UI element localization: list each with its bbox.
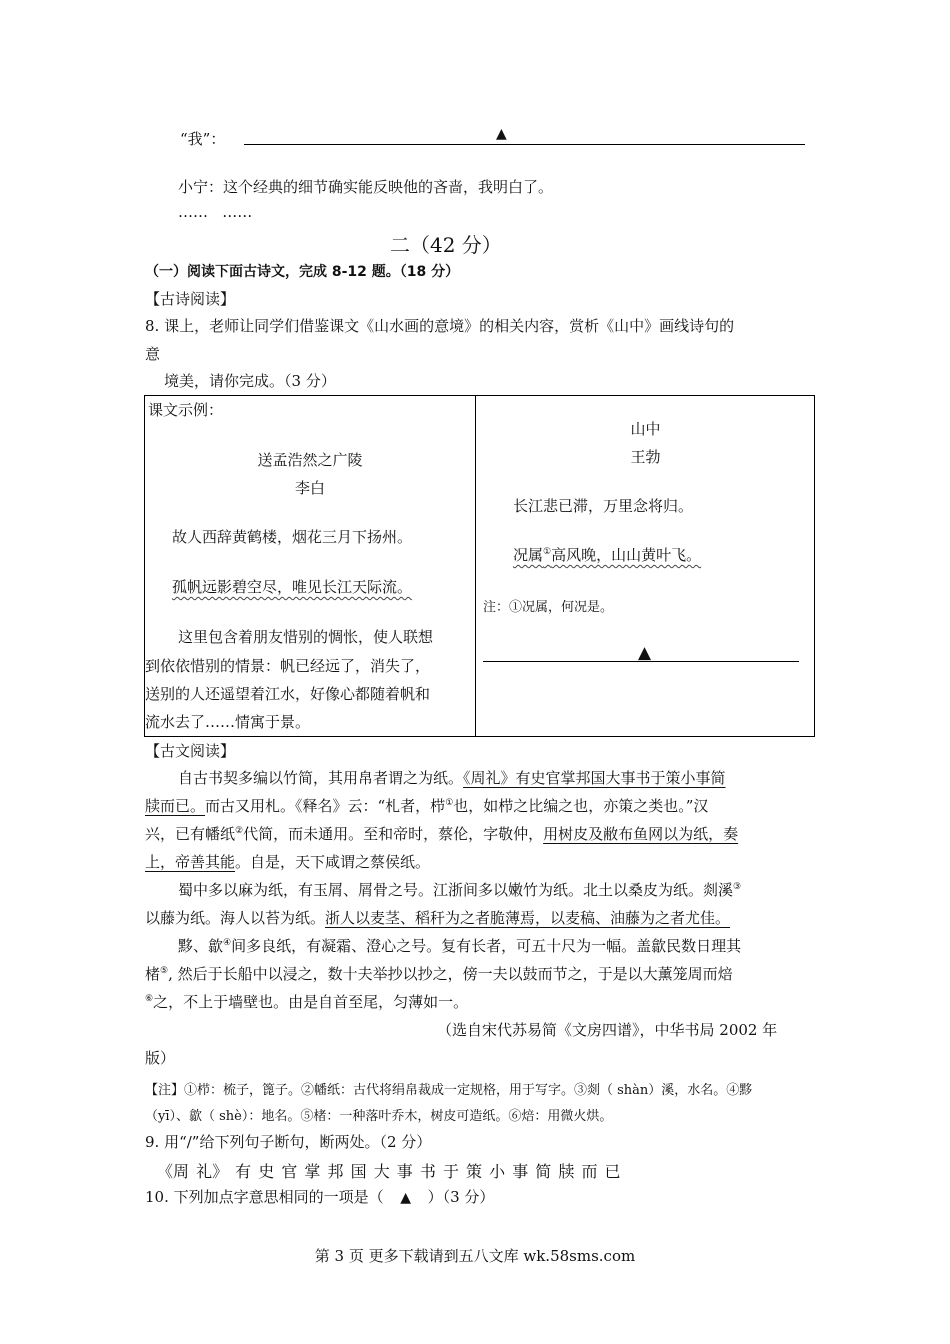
- triangle-icon: ▲: [400, 1190, 412, 1206]
- q9-text: 9. 用“/”给下列句子断句，断两处。（2 分）: [145, 1133, 432, 1151]
- notes-line1: 【注】①栉：梳子，篦子。②幡纸：古代将绢帛裁成一定规格，用于写字。③剡（ shàn）溪，水名。④黟: [145, 1083, 753, 1098]
- text-span: 以藤为纸。海人以苔为纸。: [145, 909, 326, 927]
- notes-line2: （yī）、歙（ shè）：地名。⑤楮：一种落叶乔木，树皮可造纸。⑥焙：用微火烘。: [145, 1109, 613, 1124]
- right-line2-a: 况属: [513, 546, 544, 564]
- text-span: 之，不上于墙壁也。由是自首至尾，匀薄如一。: [153, 993, 469, 1011]
- q9-sentence: 《周 礼》 有 史 官 掌 邦 国 大 事 书 于 策 小 事 简 牍 而 已: [157, 1162, 621, 1181]
- q10-text-b: ）（3 分）: [427, 1188, 495, 1206]
- note-marker-1: ①: [543, 547, 552, 557]
- text-span: 间多良纸，有凝霜、澄心之号。复有长者，可五十尺为一幅。盖歙民数日理其: [231, 937, 742, 955]
- right-poem-line1: 长江悲已滞，万里念将归。: [513, 497, 694, 515]
- text-span: 。自是，天下咸谓之蔡侯纸。: [235, 853, 431, 871]
- text-span: 蜀中多以麻为纸，有玉屑、屑骨之号。江浙间多以嫩竹为纸。北土以桑皮为纸。剡溪: [178, 881, 734, 899]
- right-note: 注：①况属，何况是。: [483, 600, 614, 615]
- underlined-sentence: 用树皮及敝布鱼网以为纸，奏: [543, 825, 739, 843]
- left-analysis-1: 这里包含着朋友惜别的惆怅，使人联想: [178, 628, 434, 646]
- underlined-sentence: 牍而已。: [145, 797, 206, 815]
- answer-line: [244, 144, 805, 145]
- prose-p1-line1: [178, 767, 726, 788]
- right-poem-author: 王勃: [630, 448, 661, 466]
- prose-p3-line2: [145, 963, 733, 984]
- prose-p3-line1: [178, 935, 741, 956]
- part1-heading: （一）阅读下面古诗文，完成 8-12 题。（18 分）: [145, 264, 460, 280]
- example-label: 课文示例：: [148, 401, 224, 419]
- triangle-icon: ▲: [638, 643, 652, 663]
- underlined-sentence: 《周礼》有史官掌邦国大事书于策小事简: [463, 769, 726, 787]
- left-poem-title: 送孟浩然之广陵: [257, 451, 363, 469]
- q10-line: [145, 1186, 494, 1207]
- source-line1: （选自宋代苏易简《文房四谱》，中华书局 2002 年: [437, 1021, 778, 1039]
- text-span: , 然后于长船中以浸之，数十夫举抄以抄之，傍一夫以鼓而节之，于是以大薰笼周而焙: [168, 965, 733, 983]
- q8-line1: 8. 课上，老师让同学们借鉴课文《山水画的意境》的相关内容，赏析《山中》画线诗句的: [145, 317, 735, 335]
- note-marker: ③: [733, 882, 742, 892]
- text-span: 兴，已有幡纸: [145, 825, 236, 843]
- prose-p1-line3: [145, 823, 738, 844]
- poem-reading-label: 【古诗阅读】: [145, 290, 236, 308]
- xiaoning-line: 小宁：这个经典的细节确实能反映他的吝啬，我明白了。: [178, 178, 554, 196]
- note-marker: ⑤: [160, 966, 169, 976]
- note-marker: ②: [235, 826, 244, 836]
- triangle-icon: ▲: [496, 126, 507, 142]
- right-poem-title: 山中: [630, 420, 661, 438]
- page-footer: 第 3 页 更多下载请到五八文库 wk.58sms.com: [314, 1247, 636, 1265]
- prose-label: 【古文阅读】: [145, 742, 236, 760]
- prose-p2-line2: [145, 907, 730, 928]
- prose-p1-line4: [145, 851, 430, 872]
- note-marker: ①: [445, 798, 454, 808]
- prose-p2-line1: [178, 879, 741, 900]
- q8-line3: 境美，请你完成。（3 分）: [164, 372, 336, 390]
- underlined-sentence: 浙人以麦茎、稻秆为之者脆薄焉，以麦稿、油藤为之者尤佳。: [325, 909, 731, 927]
- left-analysis-2: 到依依惜别的情景：帆已经远了，消失了，: [145, 657, 431, 675]
- note-marker: ④: [223, 938, 232, 948]
- text-span: 楮: [145, 965, 161, 983]
- right-poem-line2: [513, 544, 701, 565]
- section-title: 二（42 分）: [390, 233, 502, 257]
- q8-line2: 意: [145, 345, 161, 363]
- text-span: 自古书契多编以竹简，其用帛者谓之为纸。: [178, 769, 464, 787]
- text-span: 黟、歙: [178, 937, 224, 955]
- right-line2-b: 高风晚，山山黄叶飞。: [551, 546, 702, 564]
- prose-p1-line2: [145, 795, 708, 816]
- source-line2: 版）: [145, 1049, 176, 1067]
- ellipsis: …… ……: [178, 203, 253, 221]
- q10-text-a: 10. 下列加点字意思相同的一项是（: [145, 1188, 384, 1206]
- wo-label: “我”：: [180, 130, 226, 148]
- text-span: 代简，而未通用。至和帝时，蔡伦，字敬仲，: [243, 825, 544, 843]
- text-span: 而古又用札。《释名》云：“札者，栉: [205, 797, 446, 815]
- left-poem-author: 李白: [294, 479, 325, 497]
- left-poem-line2: 孤帆远影碧空尽，唯见长江天际流。: [172, 578, 413, 596]
- left-poem-line1: 故人西辞黄鹤楼，烟花三月下扬州。: [172, 528, 413, 546]
- left-analysis-3: 送别的人还遥望着江水，好像心都随着帆和: [145, 685, 431, 703]
- prose-p3-line3: [145, 991, 468, 1012]
- text-span: 也，如栉之比编之也，亦策之类也。”汉: [453, 797, 709, 815]
- left-analysis-4: 流水去了……情寓于景。: [145, 713, 311, 731]
- underlined-sentence: 上，帝善其能: [145, 853, 236, 871]
- note-marker: ⑥: [145, 994, 154, 1004]
